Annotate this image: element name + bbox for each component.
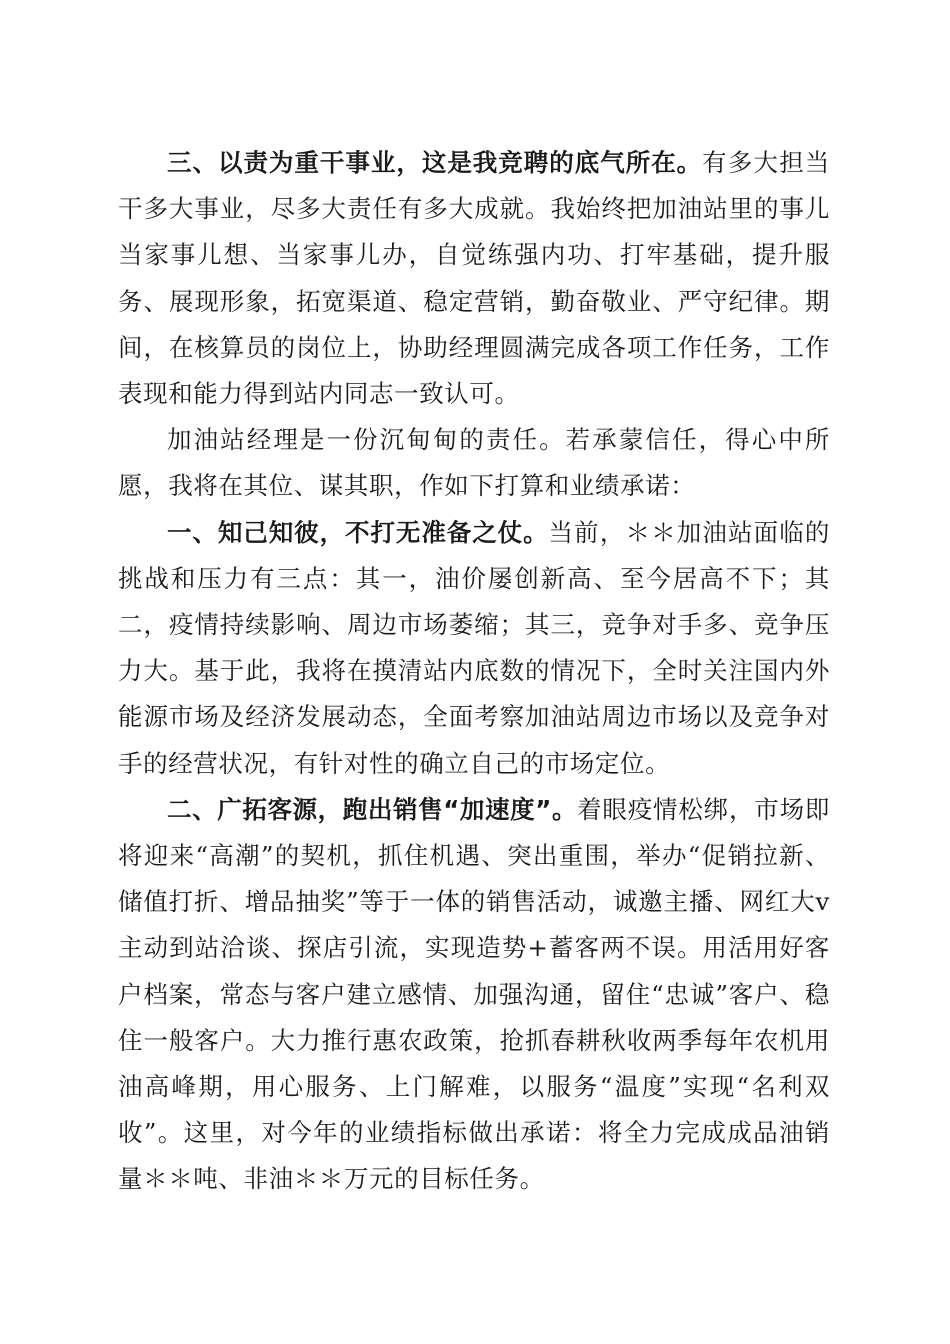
commitment-one-body: 当前，＊＊加油站面临的挑战和压力有三点：其一，油价屡创新高、至今居高不下；其二，疫情持续影响、周边市场萎缩；其三，竞争对手多、竞争压力大。基于此，我将在摸清站内底数的情况下，全时关注国内外能源市场及经济发展动态，全面考察加油站周边市场以及竞争对手的经营状况，有针对性的确立自己的市场定位。 (118, 517, 831, 778)
section-three-heading: 三、以责为重干事业，这是我竞聘的底气所在。 (167, 148, 703, 177)
commitment-two-heading: 二、广拓客源，跑出销售“加速度”。 (167, 794, 578, 824)
paragraph-transition (118, 417, 830, 509)
paragraph-commitment-two (118, 787, 830, 1203)
document-page (118, 140, 830, 1203)
commitment-one-heading: 一、知己知彼，不打无准备之仗。 (167, 517, 549, 547)
paragraph-section-three (118, 140, 830, 417)
commitment-two-body: 着眼疫情松绑，市场即将迎来“高潮”的契机，抓住机遇、突出重围，举办“促销拉新、储值打折、增品抽奖”等于一体的销售活动，诚邀主播、网红大v主动到站洽谈、探店引流，实现造势+蓄客两不误。用活用好客户档案，常态与客户建立感情、加强沟通，留住“忠诚”客户、稳住一般客户。大力推行惠农政策，抢抓春耕秋收两季每年农机用油高峰期，用心服务、上门解难，以服务“温度”实现“名利双收”。这里，对今年的业绩指标做出承诺：将全力完成成品油销量＊＊吨、非油＊＊万元的目标任务。 (118, 794, 830, 1194)
section-three-body: 有多大担当干多大事业，尽多大责任有多大成就。我始终把加油站里的事儿当家事儿想、当家事儿办，自觉练强内功、打牢基础，提升服务、展现形象，拓宽渠道、稳定营销，勤奋敬业、严守纪律。期间，在核算员的岗位上，协助经理圆满完成各项工作任务，工作表现和能力得到站内同志一致认可。 (118, 148, 830, 409)
paragraph-commitment-one (118, 510, 830, 787)
transition-body: 加油站经理是一份沉甸甸的责任。若承蒙信任，得心中所愿，我将在其位、谋其职，作如下打算和业绩承诺： (118, 425, 830, 501)
